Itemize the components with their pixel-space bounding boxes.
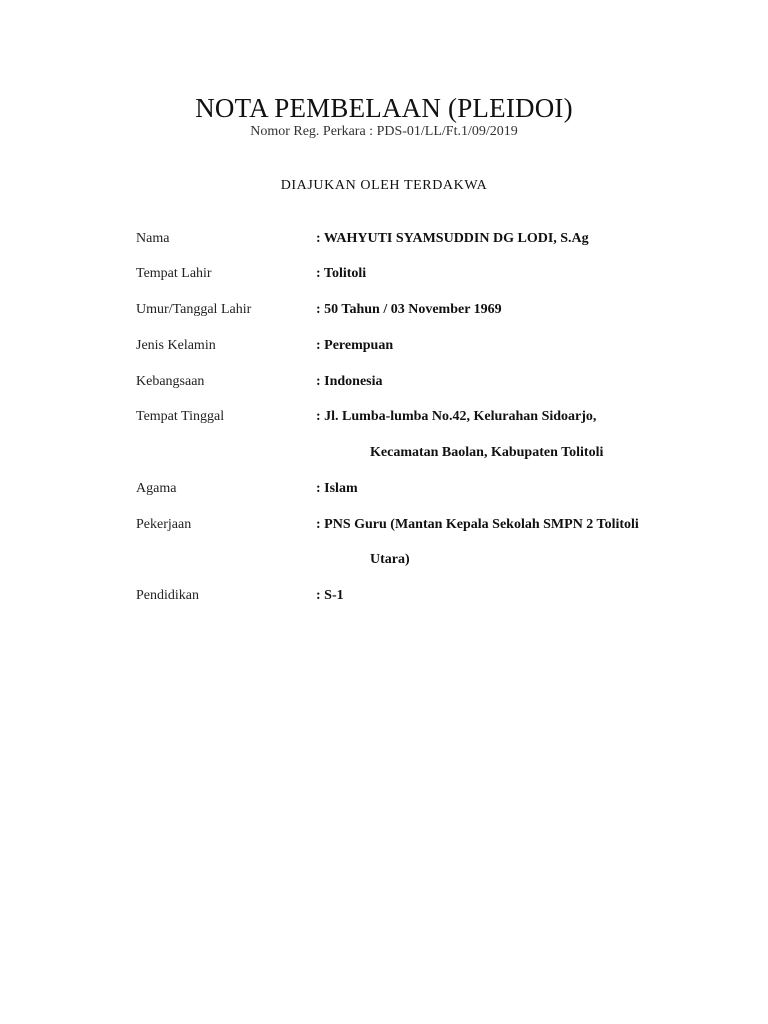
- field-row-umur: [0, 300, 768, 320]
- field-value-tempat-lahir: : Tolitoli: [316, 266, 367, 281]
- case-number: Nomor Reg. Perkara : PDS-01/LL/Ft.1/09/2019: [250, 124, 518, 139]
- field-label-tempat-lahir: Tempat Lahir: [136, 266, 212, 281]
- field-row-agama: [0, 479, 768, 499]
- field-label-tempat-tinggal: Tempat Tinggal: [136, 409, 225, 424]
- field-label-jenis-kelamin: Jenis Kelamin: [136, 338, 216, 353]
- field-value-jenis-kelamin: : Perempuan: [316, 338, 394, 353]
- field-label-umur: Umur/Tanggal Lahir: [136, 302, 252, 317]
- field-row-tempat-tinggal: [0, 407, 768, 427]
- field-row-nama: [0, 229, 768, 249]
- field-row-pekerjaan: [0, 515, 768, 535]
- document-title: NOTA PEMBELAAN (PLEIDOI): [195, 93, 573, 123]
- field-value-umur: : 50 Tahun / 03 November 1969: [316, 302, 502, 317]
- field-row-jenis-kelamin: [0, 336, 768, 356]
- field-row-pekerjaan-cont: [0, 550, 768, 570]
- field-value-kebangsaan: : Indonesia: [316, 374, 383, 389]
- field-label-kebangsaan: Kebangsaan: [136, 374, 205, 389]
- field-label-pekerjaan: Pekerjaan: [136, 517, 192, 532]
- field-value-pekerjaan: : PNS Guru (Mantan Kepala Sekolah SMPN 2 Tolitoli: [316, 517, 639, 532]
- field-label-agama: Agama: [136, 481, 177, 496]
- field-value-pendidikan: : S-1: [316, 588, 344, 603]
- field-value-tempat-tinggal-cont: Kecamatan Baolan, Kabupaten Tolitoli: [370, 445, 604, 460]
- field-label-nama: Nama: [136, 231, 170, 246]
- field-row-pendidikan: [0, 586, 768, 606]
- field-label-pendidikan: Pendidikan: [136, 588, 199, 603]
- field-value-pekerjaan-cont: Utara): [370, 552, 410, 567]
- field-row-tempat-tinggal-cont: [0, 443, 768, 463]
- field-row-kebangsaan: [0, 372, 768, 392]
- field-row-tempat-lahir: [0, 264, 768, 284]
- field-value-tempat-tinggal: : Jl. Lumba-lumba No.42, Kelurahan Sidoarjo,: [316, 409, 597, 424]
- section-heading: DIAJUKAN OLEH TERDAKWA: [280, 178, 488, 193]
- field-value-agama: : Islam: [316, 481, 358, 496]
- field-value-nama: : WAHYUTI SYAMSUDDIN DG LODI, S.Ag: [316, 231, 589, 246]
